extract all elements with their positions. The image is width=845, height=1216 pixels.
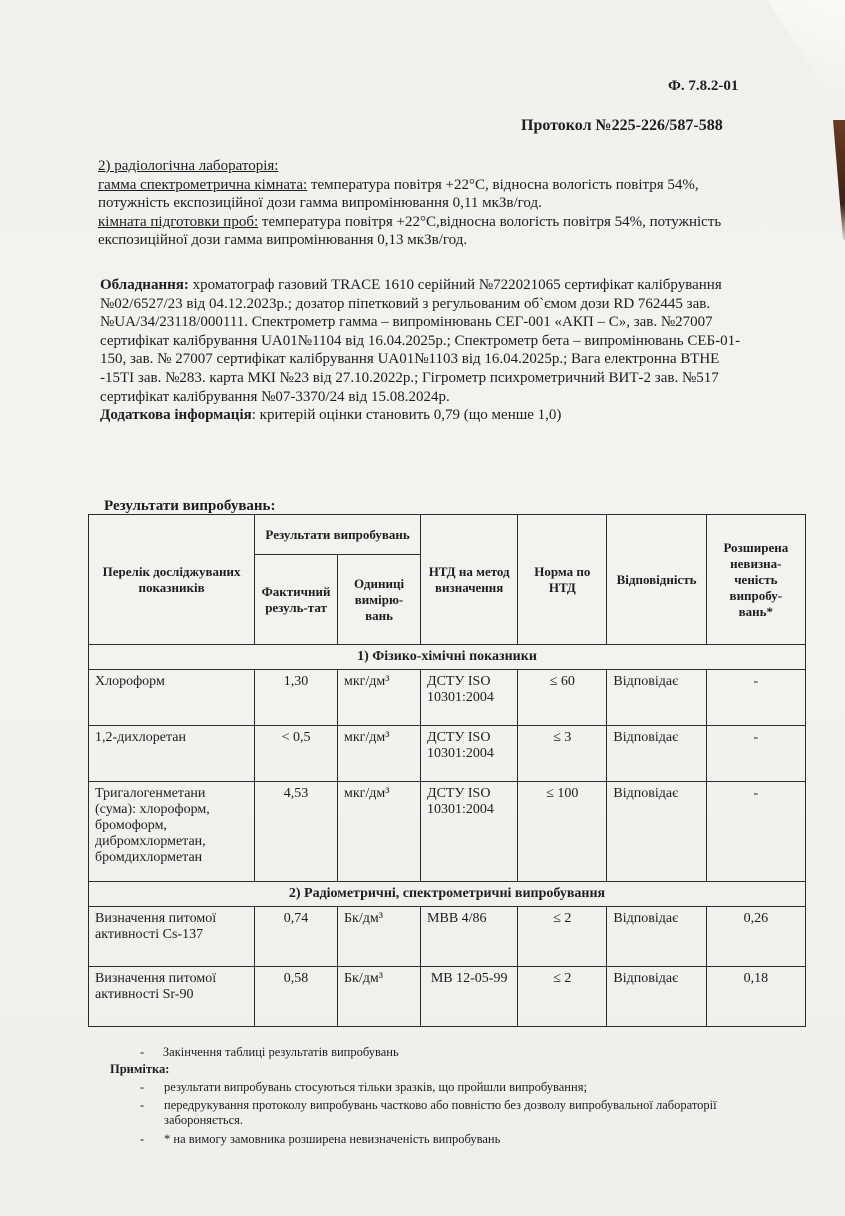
row-uncertainty: 0,18 <box>706 967 805 1027</box>
lab-title: 2) радіологічна лабораторія: <box>98 158 279 174</box>
extra-info-text: : критерій оцінки становить 0,79 (що менше 1,0) <box>251 407 562 424</box>
form-number: Ф. 7.8.2-01 <box>668 78 739 94</box>
row-indicator: Визначення питомої активності Sr-90 <box>89 967 255 1027</box>
row-ntd: ДСТУ ISO 10301:2004 <box>421 726 518 782</box>
row-norm: ≤ 3 <box>518 726 607 782</box>
row-unit: мкг/дм³ <box>338 726 421 782</box>
extra-info-label: Додаткова інформація <box>100 407 252 424</box>
row-value: 1,30 <box>255 670 338 726</box>
row-norm: ≤ 2 <box>518 907 607 967</box>
row-uncertainty: 0,26 <box>706 907 805 967</box>
row-compliance: Відповідає <box>607 782 706 882</box>
row-ntd: МВ 12-05-99 <box>421 967 518 1027</box>
row-unit: Бк/дм³ <box>338 907 421 967</box>
equipment-text: хроматограф газовий TRACE 1610 серійний №722021065 сертифікат калібрування №02/6527/23 від 04.12.2023р.; дозатор піпетковий з регульованим об`ємом дози RD 762445 зав. №UA/34/23118/000111. Спектрометр гамма – випромінювань СЕГ-001 «АКП – С», зав. №27007 сертифікат калібрування UA01№1104 від 16.04.2025р.; Спектрометр бета – випромінювань СЕБ-01-150, зав. № 27007 сертифікат калібрування UA01№1103 від 16.04.2025р.; Вага електронна ВТНЕ -15ТІ зав. №283. карта МКІ №23 від 27.10.2022р.; Гігрометр психрометричний ВИТ-2 зав. №517 сертифікат калібрування №07-3370/24 від 15.08.2024р. <box>100 277 741 405</box>
row-indicator: Хлороформ <box>89 670 255 726</box>
note-item: - * на вимогу замовника розширена невизначеність випробувань <box>140 1132 501 1146</box>
row-uncertainty: - <box>706 782 805 882</box>
table-row <box>89 726 806 782</box>
table-row <box>89 670 806 726</box>
row-indicator: Тригалогенметани (сума): хлороформ, бромоформ, дибромхлорметан, бромдихлорметан <box>89 782 255 882</box>
paper-corner <box>735 0 845 120</box>
prep-room-label: кімната підготовки проб: <box>98 213 259 230</box>
note-item: - передрукування протоколу випробувань частково або повністю без дозволу випробувальної лабораторії забороняється. <box>140 1098 717 1127</box>
note-title: Примітка: <box>110 1062 170 1076</box>
header-norm: Норма по НТД <box>518 515 607 645</box>
header-actual: Фактичний резуль-тат <box>255 555 338 645</box>
header-results: Результати випробувань <box>255 515 421 555</box>
section-physico-chemical: 1) Фізико-хімічні показники <box>89 645 806 670</box>
row-unit: мкг/дм³ <box>338 782 421 882</box>
row-compliance: Відповідає <box>607 670 706 726</box>
row-value: < 0,5 <box>255 726 338 782</box>
equipment-block <box>100 276 750 425</box>
note-item: - результати випробувань стосуються тільки зразків, що пройшли випробування; <box>140 1080 587 1094</box>
row-unit: мкг/дм³ <box>338 670 421 726</box>
equipment-label: Обладнання: <box>100 277 189 293</box>
row-ntd: МВВ 4/86 <box>421 907 518 967</box>
table-end-text: Закінчення таблиці результатів випробувань <box>162 1045 399 1059</box>
desk-edge <box>825 120 845 240</box>
gamma-room-text: температура повітря +22°С, відносна вологість повітря 54%, потужність експозиційної дози гамма випромінювання 0,11 мкЗв/год. <box>98 176 699 212</box>
row-ntd: ДСТУ ISO 10301:2004 <box>421 670 518 726</box>
table-row <box>89 782 806 882</box>
results-title: Результати випробувань: <box>104 498 276 514</box>
row-value: 0,58 <box>255 967 338 1027</box>
lab-conditions <box>98 157 758 250</box>
row-norm: ≤ 60 <box>518 670 607 726</box>
row-compliance: Відповідає <box>607 907 706 967</box>
row-compliance: Відповідає <box>607 726 706 782</box>
header-indicators: Перелік досліджуваних показників <box>89 515 255 645</box>
row-indicator: Визначення питомої активності Cs-137 <box>89 907 255 967</box>
section-radiometric: 2) Радіометричні, спектрометричні випробування <box>89 882 806 907</box>
header-ntd-method: НТД на метод визначення <box>421 515 518 645</box>
header-compliance: Відповідність <box>607 515 706 645</box>
row-norm: ≤ 100 <box>518 782 607 882</box>
gamma-room-label: гамма спектрометрична кімната: <box>98 176 308 193</box>
row-indicator: 1,2-дихлоретан <box>89 726 255 782</box>
row-uncertainty: - <box>706 726 805 782</box>
row-norm: ≤ 2 <box>518 967 607 1027</box>
protocol-title: Протокол №225-226/587-588 <box>521 117 723 134</box>
header-uncertainty: Розширена невизна-ченість випробу-вань* <box>706 515 805 645</box>
row-compliance: Відповідає <box>607 967 706 1027</box>
table-row <box>89 967 806 1027</box>
row-value: 0,74 <box>255 907 338 967</box>
header-units: Одиниці вимірю-вань <box>338 555 421 645</box>
prep-room-text: температура повітря +22°С,відносна вологість повітря 54%, потужність експозиційної дози гамма випромінювання 0,13 мкЗв/год. <box>98 213 722 249</box>
row-uncertainty: - <box>706 670 805 726</box>
table-row <box>89 907 806 967</box>
row-ntd: ДСТУ ISO 10301:2004 <box>421 782 518 882</box>
table-end-note: - Закінчення таблиці результатів випробувань <box>140 1045 399 1059</box>
results-table <box>88 514 806 1027</box>
row-unit: Бк/дм³ <box>338 967 421 1027</box>
row-value: 4,53 <box>255 782 338 882</box>
